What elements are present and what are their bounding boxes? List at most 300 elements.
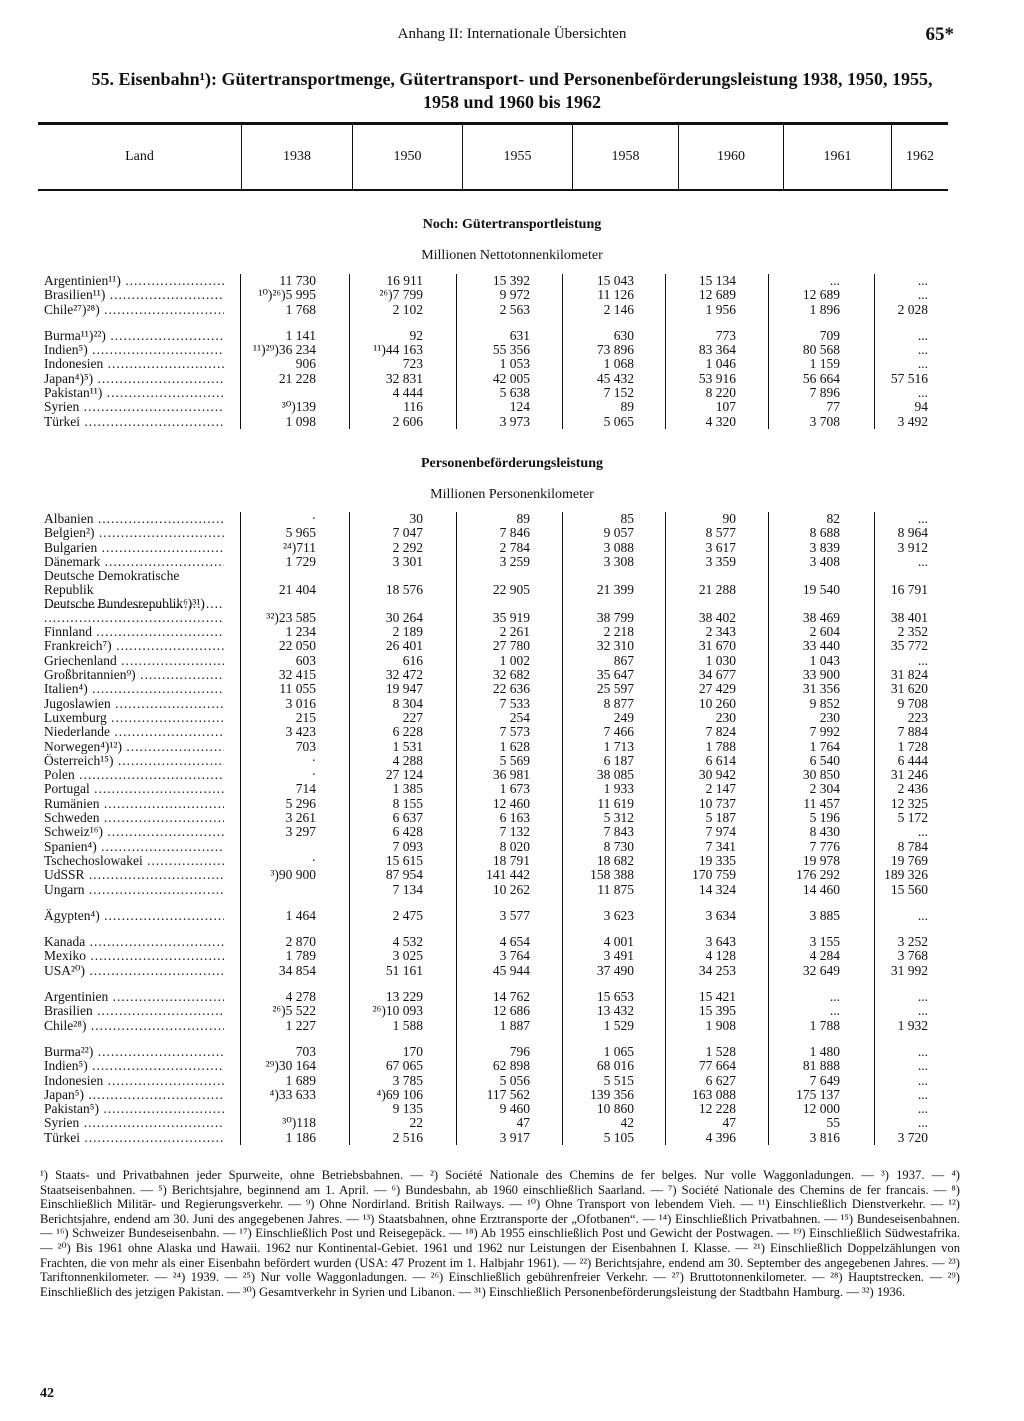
value-cell: 73 896 [596,342,634,358]
column-divider [665,274,666,429]
value-cell: 189 326 [884,867,928,883]
value-cell: 15 615 [385,852,423,868]
table-row [38,639,948,653]
row-label [44,754,224,768]
value-cell: 170 759 [692,867,736,883]
table-row [38,909,948,923]
value-cell: ²⁹)30 164 [265,1058,316,1074]
row-label [44,1004,224,1018]
value-cell: 2 475 [392,907,423,923]
value-cell: 18 682 [596,852,634,868]
value-cell: 27 429 [698,681,736,697]
value-cell: 16 791 [890,582,928,598]
value-cell: 12 325 [890,795,928,811]
value-cell: 32 682 [492,667,530,683]
row-label [44,555,224,569]
country-name: Indonesien [44,357,104,372]
value-cell: 2 147 [705,781,736,797]
value-cell: 1 764 [809,738,840,754]
row-label [44,711,224,725]
value-cell: 3 025 [392,948,423,964]
value-cell: ... [917,553,928,569]
country-name: Schweden [44,811,100,826]
value-cell: 1 030 [705,652,736,668]
country-name: Kanada [44,935,86,950]
value-cell: 2 563 [499,301,530,317]
value-cell: 94 [914,399,928,415]
page-header [0,24,1024,48]
country-name: Niederlande [44,725,110,740]
table-row [38,782,948,796]
value-cell: 31 620 [890,681,928,697]
value-cell: 22 050 [278,638,316,654]
value-cell: 15 392 [492,273,530,288]
column-divider [456,274,457,429]
leader-dots [97,541,224,555]
country-name: Indien⁵) [44,343,88,358]
value-cell: ... [917,273,928,288]
row-label [44,883,224,897]
value-cell: 254 [509,709,530,725]
table-row [38,1088,948,1102]
leader-dots [105,288,224,302]
row-label [44,740,224,754]
table-row [38,935,948,949]
value-cell: 56 664 [802,370,840,386]
value-cell: 3 839 [809,539,840,555]
leader-dots [80,415,224,429]
country-name: Polen [44,768,75,783]
value-cell: 6 187 [603,752,634,768]
value-cell: 4 001 [603,934,634,950]
value-cell: 2 343 [705,624,736,640]
value-cell: 30 850 [802,767,840,783]
value-cell: 19 769 [890,852,928,868]
value-cell: 230 [819,709,840,725]
value-cell: 3 016 [285,695,316,711]
country-name: Brasilien¹¹) [44,288,106,303]
column-divider [768,512,769,1145]
value-cell: 31 246 [890,767,928,783]
row-label [44,654,224,668]
value-cell: 87 954 [385,867,423,883]
table-row [38,868,948,882]
value-cell: 1 956 [705,301,736,317]
value-cell: 2 261 [499,624,530,640]
value-cell: 5 105 [603,1129,634,1145]
value-cell: 796 [509,1043,530,1059]
table-row [38,711,948,725]
value-cell: 2 352 [897,624,928,640]
leader-dots [85,883,225,897]
leader-dots [121,274,224,288]
row-label [44,868,224,882]
value-cell: 7 134 [392,881,423,897]
row-label [44,1059,224,1073]
row-label [44,1088,224,1102]
value-cell: 32 831 [385,370,423,386]
value-cell: 3 155 [809,934,840,950]
value-cell: 9 972 [499,287,530,303]
value-cell: ³)90 900 [270,867,316,883]
value-cell: 8 155 [392,795,423,811]
column-divider [562,274,563,429]
section2-heading: Personenbeförderungsleistung [421,456,603,471]
value-cell: · [311,852,316,868]
value-cell: 3 764 [499,948,530,964]
table-row [38,400,948,414]
row-label [44,541,224,555]
value-cell: 7 047 [392,525,423,541]
value-cell: 906 [295,356,316,372]
value-cell: 1 002 [499,652,530,668]
value-cell: 175 137 [796,1086,840,1102]
value-cell: 27 780 [492,638,530,654]
leader-dots [90,782,224,796]
row-label [44,526,224,540]
column-divider [240,512,241,1145]
country-name: Argentinien¹¹) [44,274,121,288]
row-label [44,512,224,526]
table-row [38,415,948,429]
value-cell: 15 043 [596,273,634,288]
value-cell: 62 898 [492,1058,530,1074]
footnotes: ¹) Staats- und Privatbahnen jeder Spurweite, ohne Betriebsbahnen. — ²) Société Nationale des Chemins de fer belges. Nur volle Waggonladungen. — ³) 1937. — ⁴) Staatseisenbahnen. — ⁵) Berichtsjahre, beginnend am 1. April. — ⁶) Bundesbahn, ab 1960 einschließlich Saarland. — ⁷) Société Nationale des Chemins de fer francais. — ⁸) Einschließlich Militär- und Regierungsverkehr. — ⁹) Ohne Nordirland. British Railways. — ¹⁰) Ohne Transport von lebendem Vieh. — ¹¹) Einschließlich Dienstverkehr. — ¹²) Berichtsjahre, endend am 30. Juni des angegebenen Jahres. — ¹³) Staatsbahnen, ohne Erztransporte der „Ofotbanen“. — ¹⁴) Einschließlich Privatbahnen. — ¹⁵) Bundeseisenbahnen. — ¹⁶) Schweizer Bundeseisenbahn. — ¹⁷) Einschließlich Post und Reisegepäck. — ¹⁸) Ab 1955 einschließlich Post und Gewicht der Postwagen. — ¹⁹) Einschließlich Südwestafrika. — ²⁰) Bis 1961 ohne Alaska und Hawaii. 1962 nur Kontinental-Gebiet. 1961 und 1962 nur Leistungen der Eisenbahnen I. Klasse. — ²¹) Einschließlich Doppelzählungen von Frachten, die von mehr als einer Eisenbahn befördert wurden (USA: 47 Prozent im 1. Halbjahr 1961). — ²²) Berichtsjahre, endend am 30. September des angegebenen Jahres. — ²³) Tariftonnenkilometer. — ²⁴) 1939. — ²⁵) Nur volle Waggonladungen. — ²⁶) Einschließlich gebührenfreier Verkehr. — ²⁷) Bruttotonnenkilometer. — ²⁸) Hauptstrecken. — ²⁹) Einschließlich des jetzigen Pakistan. — ³⁰) Gesamtverkehr in Syrien und Libanon. — ³¹) Einschließlich Personenbeförderungsleistung der Stadtbahn Hamburg. — ³²) 1936. [40,1168,960,1299]
row-label [44,909,224,923]
value-cell: 158 388 [590,867,634,883]
value-cell: 38 085 [596,767,634,783]
row-label [44,1102,224,1116]
value-cell: 1 531 [392,738,423,754]
value-cell: 16 911 [386,273,423,288]
country-name: Türkei [44,1130,80,1145]
table-row [38,357,948,371]
value-cell: 57 516 [890,370,928,386]
table-row [38,854,948,868]
value-cell: 3 359 [705,553,736,569]
table-row [38,526,948,540]
value-cell: 9 852 [809,695,840,711]
leader-dots [95,526,224,540]
country-name: Syrien [44,400,80,415]
value-cell: 141 442 [486,867,530,883]
table-row [38,1004,948,1018]
country-name: Türkei [44,414,80,429]
value-cell: 33 900 [802,667,840,683]
value-cell: 89 [516,511,530,526]
value-cell: 38 401 [890,610,928,626]
row-label [44,697,224,711]
value-cell: 38 469 [802,610,840,626]
country-name: Chile²⁷)²⁸) [44,302,100,317]
table-row [38,386,948,400]
row-label [44,682,224,696]
value-cell: 703 [295,1043,316,1059]
leader-dots [102,386,224,400]
value-cell: 36 981 [492,767,530,783]
table-row [38,740,948,754]
column-header-1961: 1961 [784,124,892,191]
table-row [38,1131,948,1145]
value-cell: 709 [819,327,840,343]
value-cell: 4 396 [705,1129,736,1145]
value-cell: 8 577 [705,525,736,541]
value-cell: 35 919 [492,610,530,626]
value-cell: 5 965 [285,525,316,541]
value-cell: 8 964 [897,525,928,541]
value-cell: 2 606 [392,413,423,429]
value-cell: 26 401 [385,638,423,654]
row-label [44,935,224,949]
value-cell: 1 053 [499,356,530,372]
row-label [44,825,224,839]
value-cell: 8 784 [897,838,928,854]
value-cell: 9 135 [392,1101,423,1117]
row-label [44,625,224,639]
value-cell: 68 016 [596,1058,634,1074]
value-cell: 3 885 [809,907,840,923]
value-cell: 3 423 [285,724,316,740]
value-cell: 2 028 [897,301,928,317]
value-cell: 3 491 [603,948,634,964]
leader-dots [136,668,224,682]
value-cell: 6 614 [705,752,736,768]
section1-unit: Millionen Nettotonnenkilometer [421,248,603,263]
value-cell: 3 816 [809,1129,840,1145]
value-cell: 13 229 [385,989,423,1005]
column-divider [874,512,875,1145]
value-cell: ²⁶)10 093 [372,1003,423,1019]
value-cell: ... [917,1086,928,1102]
value-cell: 21 399 [596,582,634,598]
value-cell: 10 262 [492,881,530,897]
value-cell: 2 436 [897,781,928,797]
table-row [38,303,948,317]
value-cell: 5 515 [603,1072,634,1088]
value-cell: 1 068 [603,356,634,372]
table-row [38,754,948,768]
row-label [44,303,224,317]
value-cell: 7 466 [603,724,634,740]
value-cell: 4 654 [499,934,530,950]
value-cell: 124 [509,399,530,415]
value-cell: 4 284 [809,948,840,964]
row-label [44,797,224,811]
value-cell: 9 057 [603,525,634,541]
table-row [38,1019,948,1033]
table-title-line2: 1958 und 1960 bis 1962 [422,92,602,112]
value-cell: 4 128 [705,948,736,964]
value-cell: ... [917,1101,928,1117]
value-cell: 3 252 [897,934,928,950]
value-cell: 32 415 [278,667,316,683]
section1-heading: Noch: Gütertransportleistung [422,217,602,232]
value-cell: 3 785 [392,1072,423,1088]
value-cell: 4 278 [285,989,316,1005]
leader-dots [99,811,224,825]
value-cell: 2 516 [392,1129,423,1145]
column-divider [874,274,875,429]
value-cell: 34 677 [698,667,736,683]
value-cell: 7 776 [809,838,840,854]
table-row [38,840,948,854]
value-cell: 5 065 [603,413,634,429]
country-name: Schweiz¹⁶) [44,825,103,840]
table-row [38,597,948,625]
value-cell: 163 088 [692,1086,736,1102]
row-label [44,1116,224,1130]
value-cell: 31 670 [698,638,736,654]
value-cell: 34 854 [278,962,316,978]
column-header-1955: 1955 [463,124,573,191]
value-cell: 8 430 [809,824,840,840]
value-cell: ¹¹)44 163 [373,342,423,358]
leader-dots [97,840,224,854]
value-cell: 81 888 [802,1058,840,1074]
value-cell: 11 055 [279,681,316,697]
row-label [44,782,224,796]
value-cell: 1 385 [392,781,423,797]
value-cell: 6 540 [809,752,840,768]
table-row [38,329,948,343]
leader-dots [103,357,224,371]
value-cell: ... [829,273,840,288]
value-cell: 2 292 [392,539,423,555]
leader-dots [93,1045,224,1059]
leader-dots [100,303,224,317]
country-name: Rumänien [44,796,100,811]
value-cell: 31 992 [890,962,928,978]
value-cell: 1 588 [392,1017,423,1033]
value-cell: 3 708 [809,413,840,429]
value-cell: ... [917,342,928,358]
page-number: 65* [925,24,954,45]
value-cell: 7 824 [705,724,736,740]
value-cell: 21 228 [278,370,316,386]
value-cell: 7 533 [499,695,530,711]
value-cell: 1 789 [285,948,316,964]
column-header-1960: 1960 [679,124,784,191]
leader-dots [111,697,224,711]
country-name: Spanien⁴) [44,839,97,854]
value-cell: 714 [295,781,316,797]
value-cell: 92 [409,327,423,343]
row-label [44,854,224,868]
table-row [38,797,948,811]
value-cell: 4 320 [705,413,736,429]
value-cell: 7 093 [392,838,423,854]
value-cell: 5 056 [499,1072,530,1088]
value-cell: 11 619 [597,795,634,811]
leader-dots [79,1116,224,1130]
value-cell: 7 341 [705,838,736,854]
value-cell: 6 637 [392,810,423,826]
value-cell: ... [917,1043,928,1059]
value-cell: 7 843 [603,824,634,840]
value-cell: ... [917,1115,928,1131]
value-cell: 19 947 [385,681,423,697]
country-name: Burma¹¹)²²) [44,328,106,343]
value-cell: 5 569 [499,752,530,768]
country-name: Frankreich⁷) [44,639,112,654]
column-header-land: Land [38,124,242,191]
value-cell: 82 [826,511,840,526]
country-name: Dänemark [44,554,101,569]
value-cell: ²⁶)7 799 [379,287,423,303]
country-name: Mexiko [44,949,86,964]
value-cell: 10 737 [698,795,736,811]
value-cell: 616 [402,652,423,668]
value-cell: 5 296 [285,795,316,811]
value-cell: 12 689 [802,287,840,303]
value-cell: 89 [620,399,634,415]
value-cell: 22 905 [492,582,530,598]
country-name: Norwegen⁴)¹²) [44,739,123,754]
table-row [38,1045,948,1059]
row-label [44,668,224,682]
value-cell: 4 444 [392,385,423,401]
value-cell: 18 576 [385,582,423,598]
value-cell: 9 460 [499,1101,530,1117]
country-name: Griechenland [44,653,117,668]
value-cell: 9 708 [897,695,928,711]
value-cell: 34 253 [698,962,736,978]
value-cell: 2 102 [392,301,423,317]
value-cell: 32 310 [596,638,634,654]
value-cell: ⁴)69 106 [376,1086,423,1102]
column-header-1958: 1958 [573,124,679,191]
row-label [44,343,224,357]
value-cell: 1 908 [705,1017,736,1033]
value-cell: 227 [402,709,423,725]
value-cell: 3 643 [705,934,736,950]
column-divider [456,512,457,1145]
table-row [38,1059,948,1073]
value-cell: ⁴)33 633 [269,1086,316,1102]
section2-table [38,512,948,1145]
value-cell: 15 134 [698,273,736,288]
value-cell: 1 046 [705,356,736,372]
value-cell: 3 634 [705,907,736,923]
column-header-1938: 1938 [242,124,353,191]
table-row [38,883,948,897]
table-row [38,372,948,386]
value-cell: · [311,752,316,768]
value-cell: 25 597 [596,681,634,697]
value-cell: 77 [826,399,840,415]
value-cell: 10 860 [596,1101,634,1117]
value-cell: 15 421 [698,989,736,1005]
country-name: Japan⁴)⁵) [44,371,94,386]
leader-dots [108,990,224,1004]
country-name: Pakistan¹¹) [44,386,103,401]
value-cell: 22 636 [492,681,530,697]
value-cell: 223 [907,709,928,725]
row-label [44,372,224,386]
leader-dots [143,854,224,868]
country-name: Jugoslawien [44,696,111,711]
value-cell: 1 768 [285,301,316,317]
table-title [40,68,984,114]
value-cell: 107 [715,399,736,415]
value-cell: 2 189 [392,624,423,640]
leader-dots [110,725,224,739]
value-cell: 3 308 [603,553,634,569]
row-label [44,949,224,963]
value-cell: 1 932 [897,1017,928,1033]
country-name: Deutsche Bundesrepublik⁶)³¹) [44,597,205,612]
country-name: Luxemburg [44,710,107,725]
